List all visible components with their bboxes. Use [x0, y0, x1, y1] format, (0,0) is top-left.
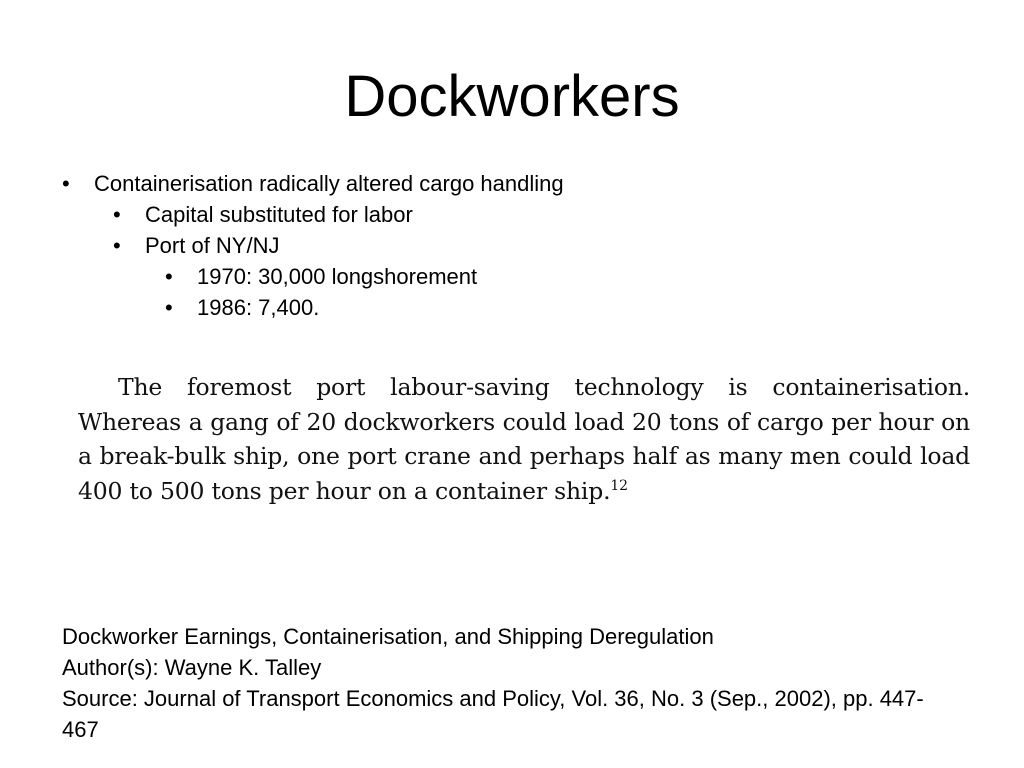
bullet-item [0, 292, 1024, 323]
citation-source: Source: Journal of Transport Economics and Policy, Vol. 36, No. 3 (Sep., 2002), pp. 447-467 [62, 686, 924, 742]
quoted-passage [78, 370, 970, 508]
citation [62, 621, 942, 745]
slide-title: Dockworkers [344, 64, 680, 129]
bullet-icon: • [62, 171, 70, 196]
bullet-icon: • [113, 233, 121, 258]
bullet-icon: • [165, 295, 173, 320]
bullet-text: 1970: 30,000 longshorement [197, 264, 478, 289]
citation-author: Author(s): Wayne K. Talley [62, 655, 322, 680]
footnote-marker: 12 [610, 477, 628, 494]
bullet-text: Containerisation radically altered cargo handling [94, 171, 564, 196]
bullet-text: Capital substituted for labor [145, 202, 413, 227]
bullet-list [0, 168, 1024, 323]
bullet-icon: • [165, 264, 173, 289]
bullet-item [0, 230, 1024, 261]
bullet-item [0, 199, 1024, 230]
citation-title: Dockworker Earnings, Containerisation, and Shipping Deregulation [62, 624, 714, 649]
quote-text: The foremost port labour-saving technology is containerisation. Whereas a gang of 20 dockworkers could load 20 tons of cargo per hour on a break-bulk ship, one port crane and perhaps half as many men could load 400 to 500 tons per hour on a container ship. [78, 373, 970, 505]
bullet-item [0, 168, 1024, 199]
bullet-item [0, 261, 1024, 292]
bullet-icon: • [113, 202, 121, 227]
bullet-text: Port of NY/NJ [145, 233, 280, 258]
bullet-text: 1986: 7,400. [197, 295, 320, 320]
